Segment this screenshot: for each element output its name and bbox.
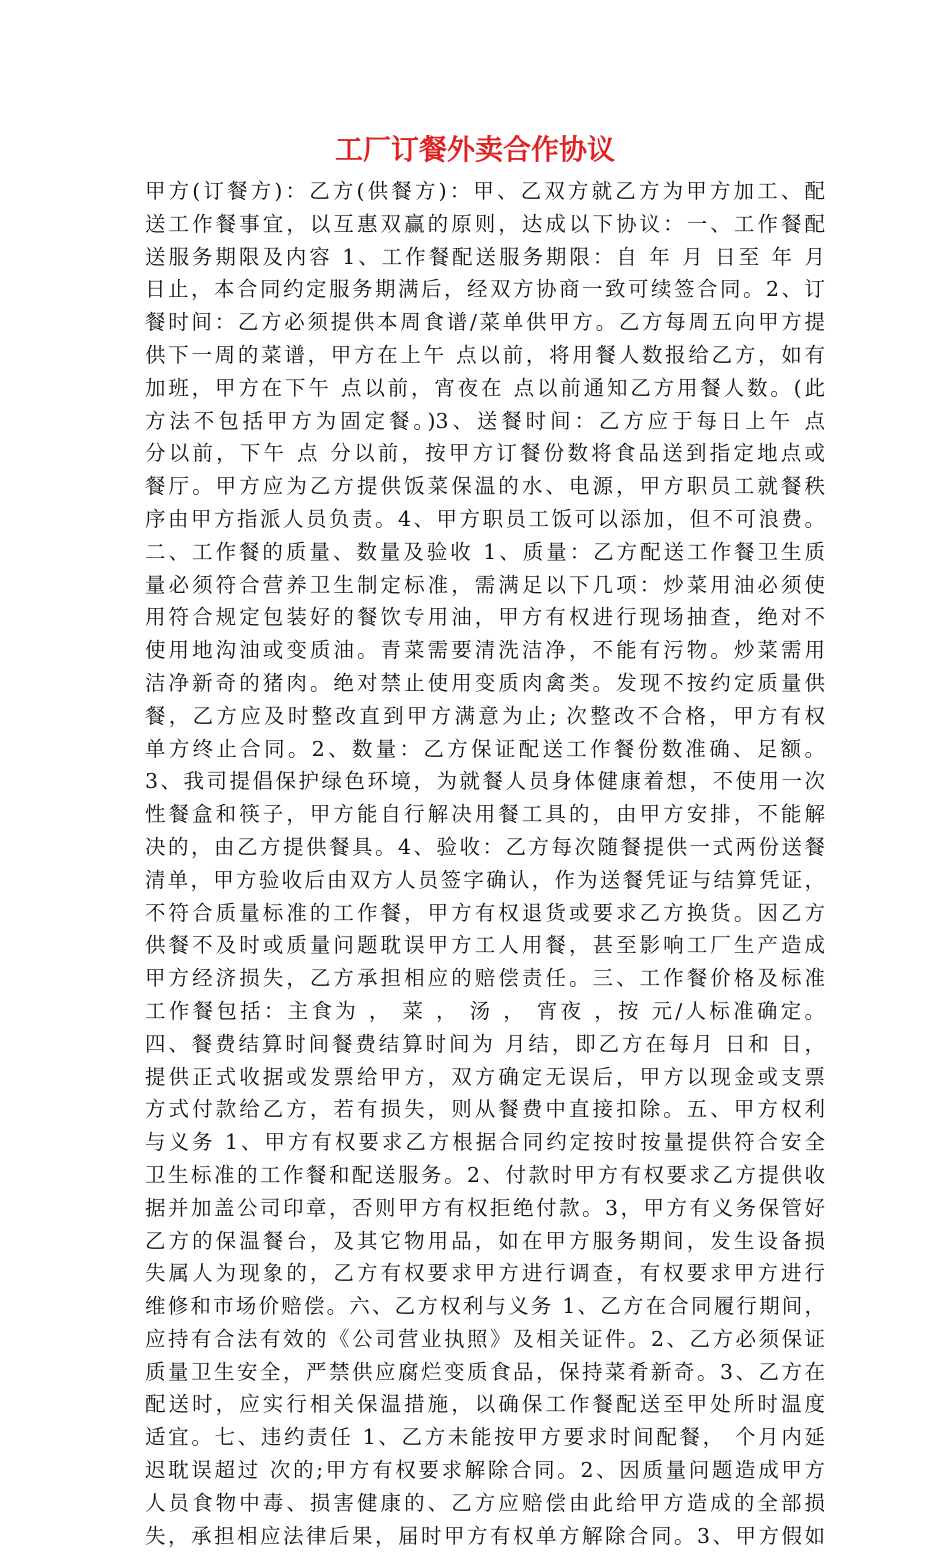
- document-body: [145, 175, 825, 1552]
- body-text-line: 餐厅。甲方应为乙方提供饭菜保温的水、电源，甲方职员工就餐秩: [145, 474, 825, 499]
- body-text-line: 二、工作餐的质量、数量及验收 1、质量：乙方配送工作餐卫生质: [145, 539, 825, 564]
- body-text-line: 方式付款给乙方，若有损失，则从餐费中直接扣除。五、甲方权利: [145, 1097, 825, 1122]
- body-text-line: 工作餐包括：主食为 ， 菜 ， 汤 ， 宵夜 ，按 元/人标准确定。: [145, 998, 825, 1023]
- body-text-line: 失属人为现象的，乙方有权要求甲方进行调查，有权要求甲方进行: [145, 1261, 825, 1286]
- body-text-line: 甲方(订餐方)：乙方(供餐方)：甲、乙双方就乙方为甲方加工、配: [145, 179, 825, 203]
- body-text-line: 3、我司提倡保护绿色环境，为就餐人员身体健康着想，不使用一次: [145, 769, 825, 794]
- body-text-line: 供下一周的菜谱，甲方在上午 点以前，将用餐人数报给乙方，如有: [145, 342, 825, 367]
- body-text-line: 质量卫生安全，严禁供应腐烂变质食品，保持菜肴新奇。3、乙方在: [145, 1359, 825, 1384]
- body-text-line: 清单，甲方验收后由双方人员签字确认，作为送餐凭证与结算凭证，: [145, 867, 825, 892]
- body-text-line: 方法不包括甲方为固定餐。)3、送餐时间：乙方应于每日上午 点: [145, 408, 825, 433]
- body-text-line: 应持有合法有效的《公司营业执照》及相关证件。2、乙方必须保证: [145, 1326, 825, 1351]
- body-text-line: 餐时间：乙方必须提供本周食谱/菜单供甲方。乙方每周五向甲方提: [145, 310, 825, 335]
- body-text-line: 四、餐费结算时间餐费结算时间为 月结，即乙方在每月 日和 日，: [145, 1031, 825, 1056]
- body-text-line: 甲方经济损失，乙方承担相应的赔偿责任。三、工作餐价格及标准: [145, 966, 825, 991]
- body-text-line: 送工作餐事宜，以互惠双赢的原则，达成以下协议：一、工作餐配: [145, 211, 825, 236]
- body-text-line: 单方终止合同。2、数量：乙方保证配送工作餐份数准确、足额。: [145, 736, 825, 761]
- body-text-line: 适宜。七、违约责任 1、乙方未能按甲方要求时间配餐， 个月内延: [145, 1425, 825, 1450]
- body-text-line: 不符合质量标准的工作餐，甲方有权退货或要求乙方换货。因乙方: [145, 900, 825, 925]
- body-text-line: 迟耽误超过 次的;甲方有权要求解除合同。2、因质量问题造成甲方: [145, 1458, 825, 1483]
- body-text-line: 据并加盖公司印章，否则甲方有权拒绝付款。3，甲方有义务保管好: [145, 1195, 825, 1220]
- body-text-line: 性餐盒和筷子，甲方能自行解决用餐工具的，由甲方安排，不能解: [145, 802, 825, 827]
- body-text-line: 提供正式收据或发票给甲方，双方确定无误后，甲方以现金或支票: [145, 1064, 825, 1089]
- body-text-line: 与义务 1、甲方有权要求乙方根据合同约定按时按量提供符合安全: [145, 1130, 825, 1155]
- body-text-line: 送服务期限及内容 1、工作餐配送服务期限：自 年 月 日至 年 月: [145, 244, 825, 269]
- body-text-line: 配送时，应实行相关保温措施，以确保工作餐配送至甲处所时温度: [145, 1392, 825, 1417]
- body-text-line: 使用地沟油或变质油。青菜需要清洗洁净，不能有污物。炒菜需用: [145, 638, 825, 663]
- body-text-line: 维修和市场价赔偿。六、乙方权利与义务 1、乙方在合同履行期间，: [145, 1294, 825, 1319]
- body-text-line: 加班，甲方在下午 点以前，宵夜在 点以前通知乙方用餐人数。(此: [145, 375, 825, 400]
- body-text-line: 洁净新奇的猪肉。绝对禁止使用变质肉禽类。发现不按约定质量供: [145, 670, 825, 695]
- body-text-line: 卫生标准的工作餐和配送服务。2、付款时甲方有权要求乙方提供收: [145, 1162, 825, 1187]
- body-text-line: 序由甲方指派人员负责。4、甲方职员工饭可以添加，但不可浪费。: [145, 506, 825, 531]
- document-title: 工厂订餐外卖合作协议: [334, 133, 615, 166]
- body-text-line: 分以前，下午 点 分以前，按甲方订餐份数将食品送到指定地点或: [145, 441, 825, 466]
- body-text-line: 日止，本合同约定服务期满后，经双方协商一致可续签合同。2、订: [145, 277, 825, 302]
- body-text-line: 餐，乙方应及时整改直到甲方满意为止; 次整改不合格，甲方有权: [145, 703, 825, 728]
- body-text-line: 供餐不及时或质量问题耽误甲方工人用餐，甚至影响工厂生产造成: [145, 933, 825, 958]
- body-text-line: 人员食物中毒、损害健康的、乙方应赔偿由此给甲方造成的全部损: [145, 1490, 825, 1515]
- body-text-line: 失，承担相应法律后果，届时甲方有权单方解除合同。3、甲方假如: [145, 1523, 825, 1548]
- body-text-line: 乙方的保温餐台，及其它物用品，如在甲方服务期间，发生设备损: [145, 1228, 825, 1253]
- body-text-line: 决的，由乙方提供餐具。4、验收：乙方每次随餐提供一式两份送餐: [145, 834, 825, 859]
- body-text-line: 量必须符合营养卫生制定标准，需满足以下几项：炒菜用油必须使: [145, 572, 825, 597]
- body-text-line: 用符合规定包装好的餐饮专用油，甲方有权进行现场抽查，绝对不: [145, 605, 825, 630]
